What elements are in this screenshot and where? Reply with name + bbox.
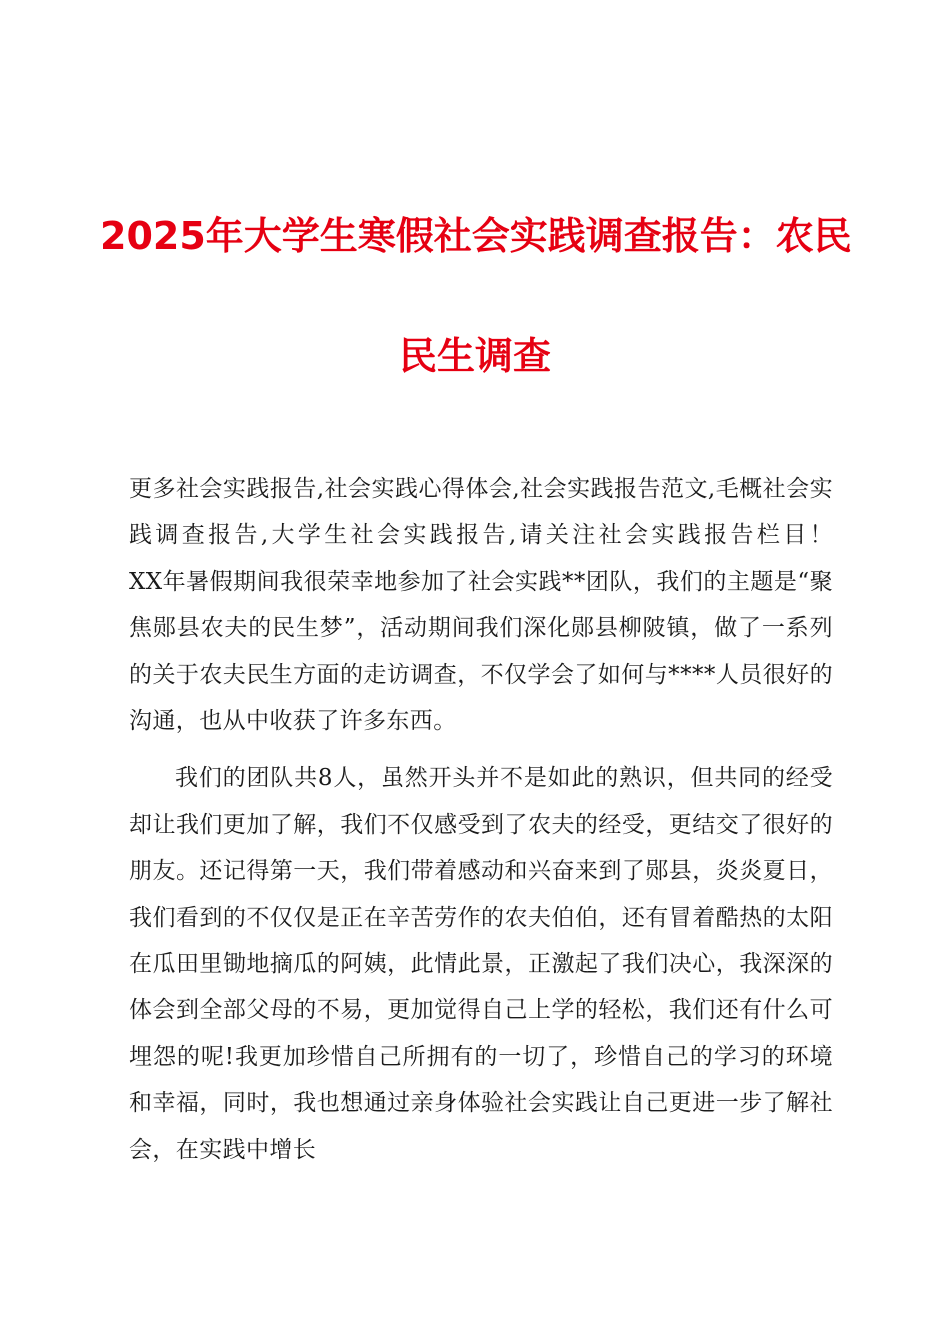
body-paragraph-1: 更多社会实践报告,社会实践心得体会,社会实践报告范文,毛概社会实践调查报告,大学生社会实践报告,请关注社会实践报告栏目！ XX年暑假期间我很荣幸地参加了社会实践**团队，我们的主题是“聚焦郧县农夫的民生梦”，活动期间我们深化郧县柳陂镇，做了一系列的关于农夫民生方面的走访调查，不仅学会了如何与****人员很好的沟通，也从中收获了许多东西。: [129, 476, 880, 735]
document-title-line-2: 民生调查: [398, 334, 551, 378]
document-body: [129, 466, 880, 1173]
body-paragraph-2: 我们的团队共8人，虽然开头并不是如此的熟识，但共同的经受却让我们更加了解，我们不仅感受到了农夫的经受，更结交了很好的朋友。还记得第一天，我们带着感动和兴奋来到了郧县，炎炎夏日，我们看到的不仅仅是正在辛苦劳作的农夫伯伯，还有冒着酷热的太阳在瓜田里锄地摘瓜的阿姨，此情此景，正激起了我们决心，我深深的体会到全部父母的不易，更加觉得自己上学的轻松，我们还有什么可埋怨的呢!我更加珍惜自己所拥有的一切了，珍惜自己的学习的环境和幸福，同时，我也想通过亲身体验社会实践让自己更进一步了解社会，在实践中增长: [129, 765, 833, 1163]
document-title-line-1: 2025年大学生寒假社会实践调查报告：农民: [100, 214, 852, 258]
